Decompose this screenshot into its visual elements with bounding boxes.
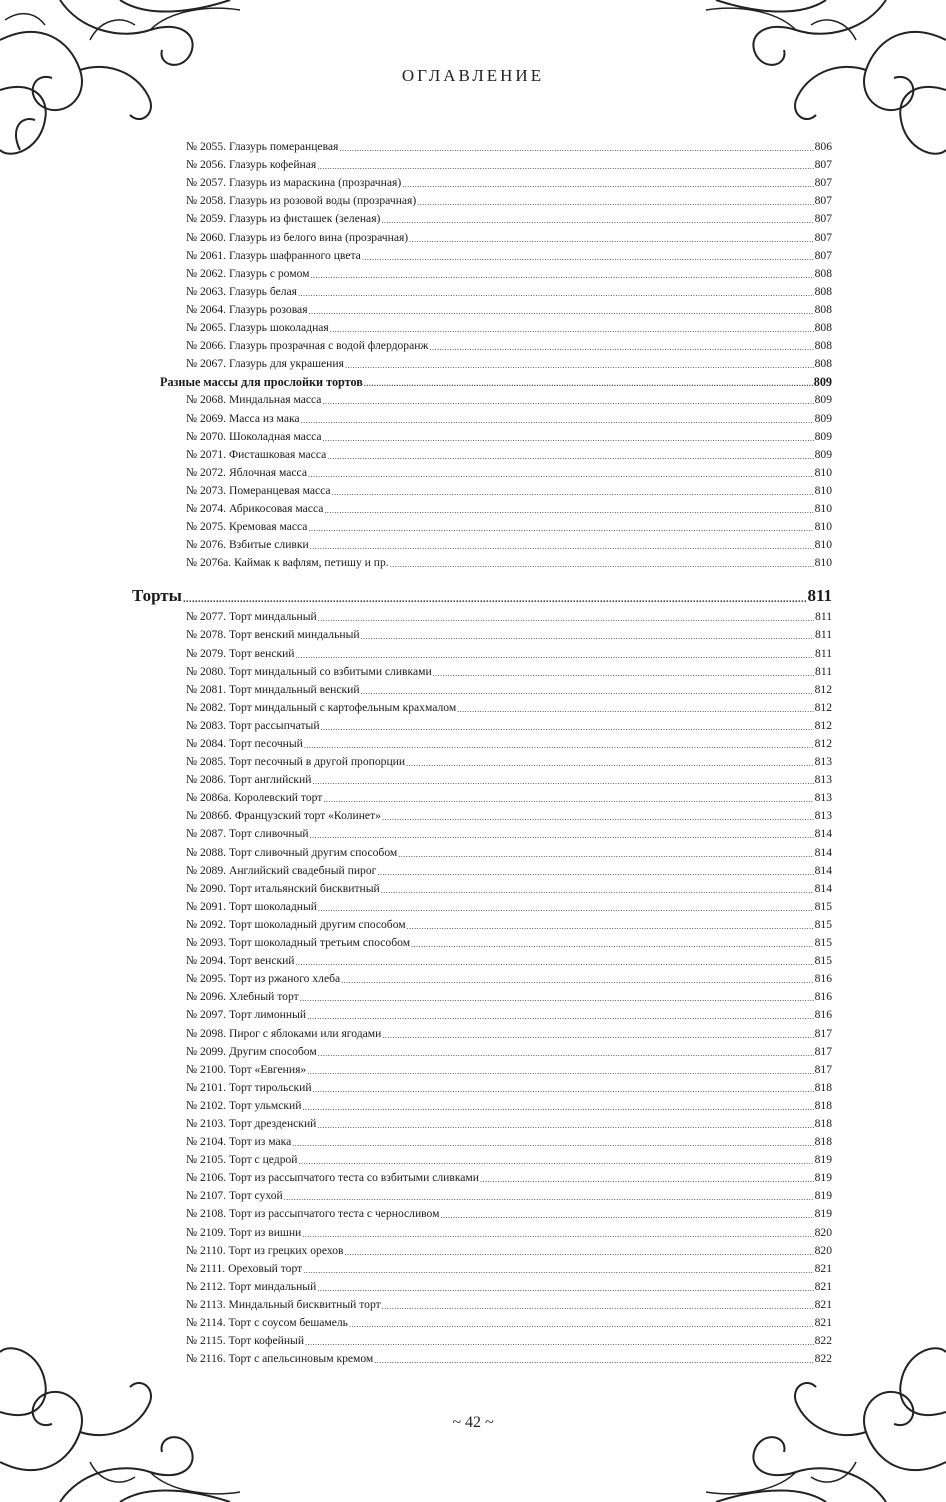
toc-entry[interactable]	[132, 968, 832, 986]
toc-leader-dots	[284, 1193, 814, 1203]
toc-entry-label: № 2073. Померанцевая масса	[186, 483, 331, 497]
toc-leader-dots	[318, 904, 814, 914]
toc-entry[interactable]	[132, 624, 832, 642]
toc-entry[interactable]	[132, 480, 832, 498]
toc-leader-dots	[305, 1338, 814, 1348]
toc-leader-dots	[327, 452, 813, 462]
toc-leader-dots	[377, 868, 813, 878]
toc-entry[interactable]	[132, 317, 832, 335]
toc-entry[interactable]	[132, 661, 832, 679]
toc-entry-page: 813	[814, 791, 832, 805]
toc-entry[interactable]	[132, 679, 832, 697]
toc-entry-label: № 2098. Пирог с яблоками или ягодами	[186, 1026, 382, 1040]
toc-entry-page: 819	[814, 1171, 832, 1185]
toc-entry[interactable]	[132, 1113, 832, 1131]
toc-entry[interactable]	[132, 1221, 832, 1239]
toc-leader-dots	[330, 325, 814, 335]
toc-entry[interactable]	[132, 1059, 832, 1077]
toc-leader-dots	[318, 614, 814, 624]
toc-entry[interactable]	[132, 1131, 832, 1149]
toc-leader-dots	[407, 922, 814, 932]
toc-leader-dots	[361, 687, 814, 697]
toc-entry-page: 819	[814, 1153, 832, 1167]
toc-entry-page: 814	[814, 827, 832, 841]
toc-leader-dots	[341, 976, 813, 986]
toc-entry-label: № 2064. Глазурь розовая	[186, 302, 308, 316]
toc-entry-label: № 2096. Хлебный торт	[186, 990, 299, 1004]
toc-entry[interactable]	[132, 1022, 832, 1040]
toc-entry[interactable]	[132, 1312, 832, 1330]
toc-entry[interactable]	[132, 787, 832, 805]
toc-entry-page: 815	[814, 917, 832, 931]
toc-entry-page: 816	[814, 990, 832, 1004]
toc-leader-dots	[480, 1175, 814, 1185]
toc-leader-dots	[323, 795, 813, 805]
toc-entry-label: № 2074. Абрикосовая масса	[186, 501, 324, 515]
toc-entry-page: 814	[814, 863, 832, 877]
toc-leader-dots	[406, 759, 814, 769]
table-of-contents	[132, 136, 832, 1366]
page-number: ~ 42 ~	[452, 1414, 494, 1431]
toc-entry-page: 813	[814, 809, 832, 823]
toc-entry-label: № 2067. Глазурь для украшения	[186, 357, 344, 371]
toc-entry-label: № 2084. Торт песочный	[186, 737, 303, 750]
toc-entry-label: № 2092. Торт шоколадный другим способом	[186, 917, 406, 931]
toc-entry-page: 812	[814, 737, 832, 750]
toc-entry[interactable]	[132, 642, 832, 660]
toc-entry-page: 819	[814, 1207, 832, 1221]
toc-leader-dots	[374, 1356, 813, 1366]
toc-entry-label: № 2087. Торт сливочный	[186, 827, 309, 841]
toc-entry-page: 817	[814, 1026, 832, 1040]
toc-entry-page: 822	[814, 1352, 832, 1366]
toc-leader-dots	[381, 886, 814, 896]
toc-entry[interactable]	[132, 353, 832, 371]
toc-leader-dots	[390, 560, 814, 570]
toc-entry[interactable]	[132, 697, 832, 715]
toc-entry-label: № 2083. Торт рассыпчатый	[186, 718, 320, 732]
toc-leader-dots	[298, 289, 814, 299]
toc-entry-page: 821	[814, 1297, 832, 1311]
toc-entry-page: 813	[814, 755, 832, 769]
toc-leader-dots	[296, 651, 815, 661]
toc-entry[interactable]	[132, 1185, 832, 1203]
toc-leader-dots	[296, 958, 814, 968]
toc-entry-page: 808	[814, 321, 832, 335]
toc-entry-label: № 2103. Торт дрезденский	[186, 1116, 317, 1130]
toc-entry-page: 812	[814, 682, 832, 696]
toc-entry[interactable]	[132, 860, 832, 878]
toc-section[interactable]	[132, 371, 832, 389]
toc-entry-page: 820	[814, 1225, 832, 1239]
toc-entry[interactable]	[132, 841, 832, 859]
toc-entry-label: № 2109. Торт из вишни	[186, 1225, 302, 1239]
toc-entry-label: № 2090. Торт итальянский бисквитный	[186, 881, 380, 895]
toc-entry-label: № 2075. Кремовая масса	[186, 520, 308, 534]
toc-entry-label: № 2111. Ореховый торт	[186, 1261, 303, 1275]
toc-leader-dots	[313, 1085, 814, 1095]
toc-entry-page: 810	[814, 483, 832, 497]
toc-entry-label: № 2080. Торт миндальный со взбитыми сливками	[186, 664, 432, 678]
toc-entry-label: № 2072. Яблочная масса	[186, 465, 307, 479]
toc-entry-label: № 2062. Глазурь с ромом	[186, 266, 310, 280]
toc-entry[interactable]	[132, 281, 832, 299]
toc-entry[interactable]	[132, 335, 832, 353]
toc-entry[interactable]	[132, 1240, 832, 1258]
toc-leader-dots	[381, 216, 813, 226]
toc-leader-dots	[323, 434, 814, 444]
toc-leader-dots	[307, 1012, 814, 1022]
toc-leader-dots	[382, 1031, 813, 1041]
toc-entry-page: 818	[814, 1116, 832, 1130]
toc-entry[interactable]	[132, 1004, 832, 1022]
toc-chapter-page: 811	[807, 586, 832, 606]
toc-leader-dots	[382, 1302, 814, 1312]
toc-leader-dots	[440, 1211, 813, 1221]
toc-entry-page: 821	[814, 1279, 832, 1293]
toc-leader-dots	[292, 1139, 813, 1149]
toc-entry-page: 807	[814, 158, 832, 172]
toc-entry-page: 817	[814, 1044, 832, 1058]
toc-leader-dots	[433, 669, 814, 679]
toc-entry-label: № 2081. Торт миндальный венский	[186, 682, 360, 696]
toc-leader-dots	[303, 1266, 813, 1276]
toc-entry[interactable]	[132, 154, 832, 172]
toc-entry-page: 808	[814, 357, 832, 371]
toc-leader-dots	[429, 343, 813, 353]
toc-entry-page: 818	[814, 1080, 832, 1094]
toc-entry-label: № 2094. Торт венский	[186, 954, 295, 968]
toc-entry-label: № 2097. Торт лимонный	[186, 1008, 307, 1022]
toc-entry-page: 808	[814, 302, 832, 316]
toc-entry-label: № 2055. Глазурь померанцевая	[186, 140, 339, 154]
toc-entry-label: № 2056. Глазурь кофейная	[186, 158, 317, 172]
toc-entry-label: № 2077. Торт миндальный	[186, 610, 317, 624]
toc-entry[interactable]	[132, 733, 832, 751]
toc-leader-dots	[349, 1320, 814, 1330]
toc-entry[interactable]	[132, 245, 832, 263]
toc-entry-page: 810	[814, 465, 832, 479]
toc-leader-dots	[310, 542, 814, 552]
toc-leader-dots	[183, 593, 807, 606]
toc-leader-dots	[362, 253, 814, 263]
toc-entry-label: № 2095. Торт из ржаного хлеба	[186, 972, 341, 986]
toc-entry-label: № 2085. Торт песочный в другой пропорции	[186, 755, 406, 769]
toc-leader-dots	[304, 741, 814, 751]
toc-entry-label: № 2076. Взбитые сливки	[186, 538, 309, 552]
toc-entry[interactable]	[132, 1276, 832, 1294]
toc-entry-page: 811	[815, 646, 832, 660]
toc-entry-label: № 2115. Торт кофейный	[186, 1334, 305, 1348]
toc-entry-page: 816	[814, 972, 832, 986]
toc-entry-label: № 2106. Торт из рассыпчатого теста со взбитыми сливками	[186, 1171, 479, 1185]
toc-entry[interactable]	[132, 1041, 832, 1059]
toc-entry-page: 812	[814, 700, 832, 714]
toc-entry-page: 810	[814, 501, 832, 515]
toc-entry[interactable]	[132, 823, 832, 841]
toc-entry[interactable]	[132, 878, 832, 896]
toc-entry-page: 809	[814, 429, 832, 443]
toc-entry[interactable]	[132, 715, 832, 733]
toc-entry-label: № 2057. Глазурь из мараскина (прозрачная)	[186, 176, 402, 190]
toc-entry[interactable]	[132, 914, 832, 932]
toc-leader-dots	[310, 831, 814, 841]
toc-leader-dots	[364, 379, 813, 389]
toc-leader-dots	[402, 180, 813, 190]
toc-entry[interactable]	[132, 263, 832, 281]
toc-entry[interactable]	[132, 516, 832, 534]
toc-entry-label: № 2058. Глазурь из розовой воды (прозрачная)	[186, 194, 417, 208]
toc-entry[interactable]	[132, 1330, 832, 1348]
toc-leader-dots	[312, 777, 813, 787]
toc-entry-page: 810	[814, 556, 832, 570]
toc-leader-dots	[308, 470, 814, 480]
toc-entry-label: № 2116. Торт с апельсиновым кремом	[186, 1352, 374, 1366]
toc-leader-dots	[309, 307, 814, 317]
toc-entry-label: № 2102. Торт ульмский	[186, 1098, 302, 1112]
toc-entry[interactable]	[132, 769, 832, 787]
toc-leader-dots	[322, 397, 813, 407]
toc-entry[interactable]	[132, 986, 832, 1004]
toc-entry-page: 816	[814, 1008, 832, 1022]
toc-entry-page: 808	[814, 284, 832, 298]
toc-entry[interactable]	[132, 407, 832, 425]
toc-entry-label: № 2066. Глазурь прозрачная с водой флердоранж	[186, 339, 429, 353]
toc-leader-dots	[361, 632, 814, 642]
toc-entry[interactable]	[132, 805, 832, 823]
toc-entry-label: № 2068. Миндальная масса	[186, 393, 322, 407]
page-title: ОГЛАВЛЕНИЕ	[401, 66, 545, 85]
toc-leader-dots	[457, 705, 813, 715]
toc-entry[interactable]	[132, 1077, 832, 1095]
toc-leader-dots	[299, 1157, 814, 1167]
toc-entry-page: 820	[814, 1243, 832, 1257]
toc-leader-dots	[321, 723, 814, 733]
toc-leader-dots	[345, 361, 814, 371]
toc-entry[interactable]	[132, 299, 832, 317]
toc-entry-label: № 2070. Шоколадная масса	[186, 429, 322, 443]
toc-entry[interactable]	[132, 498, 832, 516]
toc-group-cakes	[132, 606, 832, 1366]
toc-entry-label: № 2059. Глазурь из фисташек (зеленая)	[186, 212, 381, 226]
toc-entry[interactable]	[132, 1258, 832, 1276]
toc-entry-page: 807	[814, 176, 832, 190]
toc-entry-page: 815	[814, 899, 832, 913]
toc-entry-page: 811	[815, 664, 832, 678]
toc-entry-label: № 2100. Торт «Евгения»	[186, 1062, 307, 1076]
toc-entry-page: 807	[814, 212, 832, 226]
toc-entry-page: 807	[814, 194, 832, 208]
toc-entry-page: 813	[814, 773, 832, 787]
toc-entry-page: 815	[814, 936, 832, 950]
toc-entry[interactable]	[132, 606, 832, 624]
toc-entry-page: 810	[814, 520, 832, 534]
toc-entry-label: № 2082. Торт миндальный с картофельным крахмалом	[186, 700, 457, 714]
toc-entry[interactable]	[132, 1149, 832, 1167]
toc-entry-page: 815	[814, 954, 832, 968]
toc-entry[interactable]	[132, 552, 832, 570]
toc-entry-label: № 2093. Торт шоколадный третьим способом	[186, 936, 411, 950]
toc-entry-label: № 2079. Торт венский	[186, 646, 295, 660]
toc-entry-page: 814	[814, 881, 832, 895]
toc-section-label: Разные массы для прослойки тортов	[160, 375, 363, 390]
toc-entry-page: 817	[814, 1062, 832, 1076]
toc-entry-page: 809	[814, 447, 832, 461]
toc-leader-dots	[302, 1230, 813, 1240]
toc-group-masses	[132, 389, 832, 570]
toc-entry-label: № 2101. Торт тирольский	[186, 1080, 312, 1094]
toc-leader-dots	[301, 416, 814, 426]
toc-entry-page: 808	[814, 266, 832, 280]
toc-entry-page: 811	[815, 628, 832, 642]
toc-leader-dots	[302, 1103, 813, 1113]
toc-entry-page: 819	[814, 1189, 832, 1203]
toc-entry-page: 814	[814, 845, 832, 859]
toc-leader-dots	[339, 144, 813, 154]
toc-entry[interactable]	[132, 172, 832, 190]
toc-entry[interactable]	[132, 136, 832, 154]
toc-section-page: 809	[813, 375, 832, 390]
toc-entry[interactable]	[132, 1203, 832, 1221]
toc-entry-page: 807	[814, 248, 832, 262]
toc-leader-dots	[317, 1121, 813, 1131]
toc-entry-page: 821	[814, 1261, 832, 1275]
toc-entry-page: 806	[814, 140, 832, 154]
toc-entry[interactable]	[132, 1095, 832, 1113]
toc-leader-dots	[300, 994, 814, 1004]
toc-entry-page: 818	[814, 1135, 832, 1149]
toc-entry-label: № 2061. Глазурь шафранного цвета	[186, 248, 361, 262]
toc-entry-label: № 2069. Масса из мака	[186, 411, 300, 425]
toc-entry-label: № 2091. Торт шоколадный	[186, 899, 318, 913]
toc-entry[interactable]	[132, 1348, 832, 1366]
toc-entry-label: № 2086а. Королевский торт	[186, 791, 323, 805]
toc-entry-label: № 2086б. Французский торт «Колинет»	[186, 809, 381, 823]
toc-entry-page: 809	[814, 393, 832, 407]
toc-entry-label: № 2099. Другим способом	[186, 1044, 317, 1058]
toc-leader-dots	[332, 488, 814, 498]
toc-leader-dots	[411, 940, 814, 950]
toc-entry-label: № 2112. Торт миндальный	[186, 1279, 317, 1293]
toc-leader-dots	[318, 1049, 814, 1059]
toc-leader-dots	[417, 198, 813, 208]
toc-entry[interactable]	[132, 1167, 832, 1185]
toc-leader-dots	[311, 271, 814, 281]
toc-entry[interactable]	[132, 190, 832, 208]
toc-group-glazes	[132, 136, 832, 371]
toc-entry[interactable]	[132, 751, 832, 769]
toc-chapter[interactable]	[132, 584, 832, 606]
toc-leader-dots	[317, 162, 813, 172]
toc-entry-label: № 2113. Миндальный бисквитный торт	[186, 1297, 381, 1311]
toc-entry-page: 808	[814, 339, 832, 353]
toc-entry-page: 811	[815, 610, 832, 624]
toc-entry[interactable]	[132, 932, 832, 950]
toc-leader-dots	[307, 1067, 813, 1077]
toc-entry-page: 810	[814, 538, 832, 552]
toc-leader-dots	[324, 506, 813, 516]
toc-entry[interactable]	[132, 534, 832, 552]
toc-entry[interactable]	[132, 1294, 832, 1312]
toc-entry-page: 809	[814, 411, 832, 425]
toc-entry-label: № 2063. Глазурь белая	[186, 284, 297, 298]
toc-entry-label: № 2089. Английский свадебный пирог	[186, 863, 377, 877]
toc-entry[interactable]	[132, 896, 832, 914]
toc-leader-dots	[409, 235, 813, 245]
toc-leader-dots	[398, 850, 813, 860]
toc-entry-page: 821	[814, 1316, 832, 1329]
toc-entry[interactable]	[132, 389, 832, 407]
toc-entry-label: № 2078. Торт венский миндальный	[186, 628, 360, 642]
toc-entry-label: № 2076а. Каймак к вафлям, петишу и пр.	[186, 556, 389, 570]
toc-entry-label: № 2107. Торт сухой	[186, 1189, 283, 1203]
toc-leader-dots	[308, 524, 813, 534]
toc-entry-label: № 2114. Торт с соусом бешамель	[186, 1316, 348, 1329]
toc-entry[interactable]	[132, 444, 832, 462]
toc-leader-dots	[382, 813, 814, 823]
toc-leader-dots	[344, 1248, 813, 1258]
toc-entry-page: 807	[814, 230, 832, 244]
toc-entry[interactable]	[132, 208, 832, 226]
toc-entry[interactable]	[132, 462, 832, 480]
toc-entry-label: № 2071. Фисташковая масса	[186, 447, 327, 461]
toc-entry-label: № 2086. Торт английский	[186, 773, 312, 787]
toc-entry-page: 818	[814, 1098, 832, 1112]
toc-entry-page: 822	[814, 1334, 832, 1348]
toc-entry-label: № 2110. Торт из грецких орехов	[186, 1243, 344, 1257]
toc-entry-label: № 2108. Торт из рассыпчатого теста с черносливом	[186, 1207, 440, 1221]
toc-entry-page: 812	[814, 718, 832, 732]
toc-entry[interactable]	[132, 226, 832, 244]
toc-entry-label: № 2088. Торт сливочный другим способом	[186, 845, 398, 859]
toc-entry[interactable]	[132, 426, 832, 444]
toc-entry[interactable]	[132, 950, 832, 968]
toc-chapter-label: Торты	[132, 586, 182, 606]
toc-leader-dots	[317, 1284, 813, 1294]
toc-entry-label: № 2104. Торт из мака	[186, 1135, 292, 1149]
toc-entry-label: № 2060. Глазурь из белого вина (прозрачная)	[186, 230, 409, 244]
toc-entry-label: № 2065. Глазурь шоколадная	[186, 321, 329, 335]
toc-entry-label: № 2105. Торт с цедрой	[186, 1153, 298, 1167]
